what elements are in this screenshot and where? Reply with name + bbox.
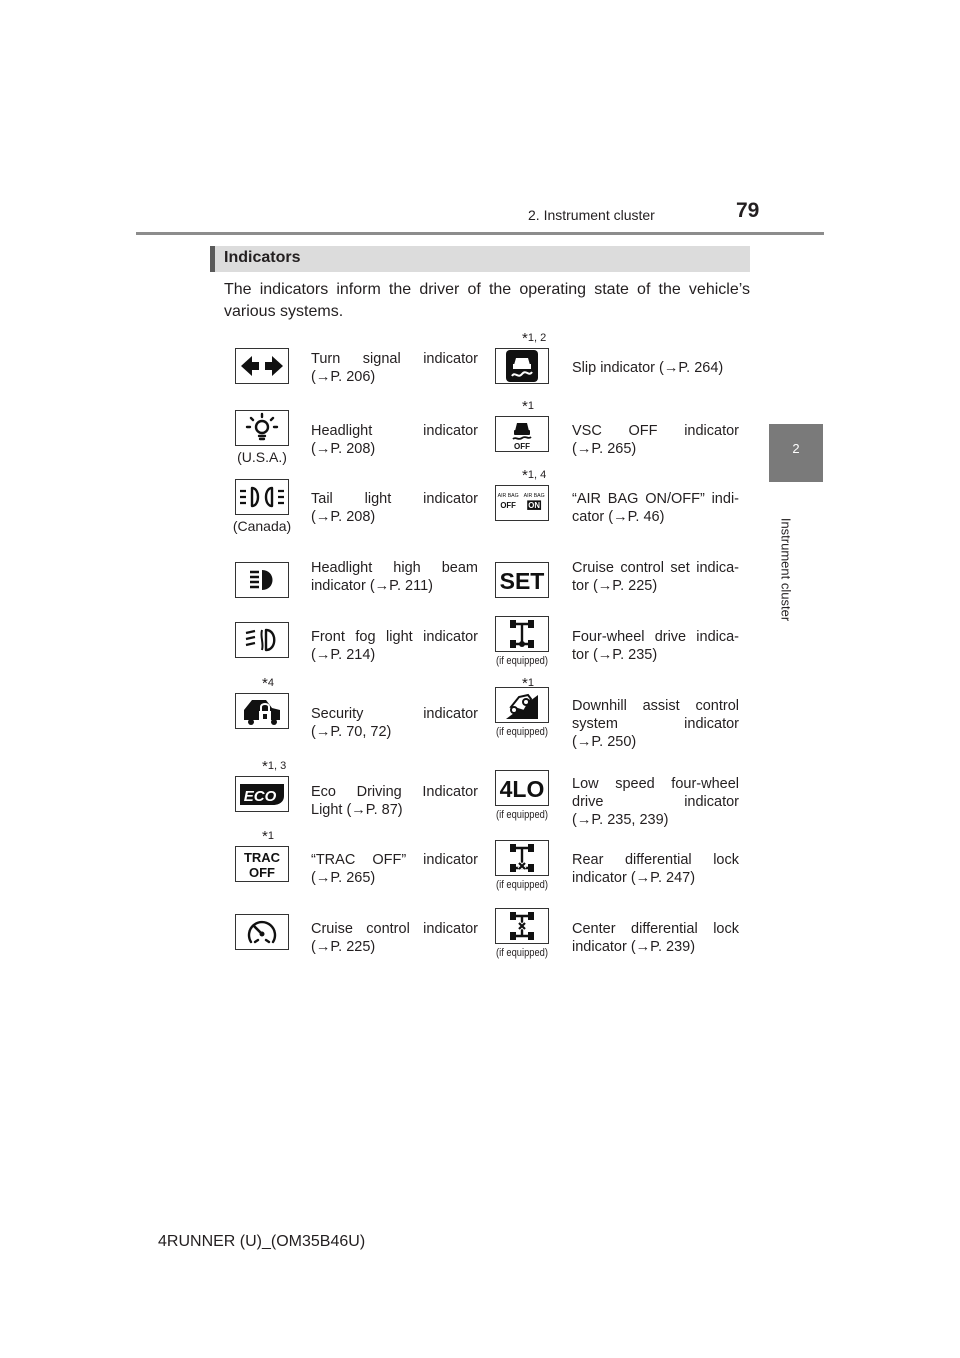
footnote-numbers: 1, 3 — [267, 760, 287, 772]
description-line: Low speed four-wheel — [572, 776, 739, 792]
footnote-reference — [522, 675, 534, 692]
section-heading: Indicators — [224, 249, 301, 266]
tail-light-icon — [238, 483, 286, 511]
rear-diff-lock-indicator-box — [495, 840, 549, 876]
description-line: (→P. 250) — [572, 734, 637, 750]
description-line: Tail light indicator — [311, 491, 478, 507]
cruise-control-indicator-box — [235, 914, 289, 950]
description-line: “TRAC OFF” indicator — [311, 852, 478, 868]
side-chapter-number: 2 — [792, 441, 800, 456]
four-lo-icon — [496, 773, 548, 803]
cruise-set-indicator-box — [495, 562, 549, 598]
icon-note: (U.S.A.) — [237, 449, 287, 465]
rear-diff-lock-icon — [504, 841, 540, 875]
footnote-numbers: 1 — [527, 677, 534, 689]
side-chapter-label: Instrument cluster — [778, 517, 794, 622]
cruise-set-icon — [497, 565, 547, 595]
description-line: system indicator — [572, 716, 739, 732]
description-line: (→P. 208) — [311, 441, 376, 457]
trac-label: TRAC — [243, 850, 281, 865]
four-lo-indicator-box — [495, 770, 549, 806]
center-diff-lock-indicator-box — [495, 908, 549, 944]
indicator-description — [572, 359, 739, 377]
headlight-sun-indicator-box — [235, 410, 289, 446]
indicator-description — [572, 851, 739, 887]
indicator-description — [572, 920, 739, 956]
footnote-reference — [522, 398, 534, 415]
description-line: (→P. 225) — [311, 939, 376, 955]
description-line: Turn signal indicator — [311, 351, 478, 367]
footnote-reference — [522, 330, 546, 347]
security-lock-car-icon — [240, 696, 284, 726]
description-line: tor (→P. 225) — [572, 578, 658, 594]
header-page-number: 79 — [736, 199, 760, 222]
high-beam-indicator-box — [235, 562, 289, 598]
vsc-off-label: OFF — [514, 442, 530, 451]
airbag-on-label: ON — [528, 501, 540, 511]
description-line: Downhill assist control — [572, 698, 739, 714]
four-wheel-drive-icon — [504, 617, 540, 651]
icon-note: (if equipped) — [496, 947, 548, 959]
high-beam-icon — [242, 567, 282, 593]
description-line: Front fog light indicator — [311, 629, 478, 645]
description-line: indicator (→P. 211) — [311, 578, 433, 594]
description-line: Eco Driving Indicator — [311, 784, 478, 800]
description-line: (→P. 265) — [572, 441, 637, 457]
description-line: (→P. 214) — [311, 647, 376, 663]
description-line: Center differential lock — [572, 921, 739, 937]
downhill-assist-indicator-box — [495, 687, 549, 723]
description-line: Cruise control set indica- — [572, 560, 739, 576]
security-lock-car-indicator-box — [235, 693, 289, 729]
vsc-off-car-indicator-box — [495, 416, 549, 452]
center-diff-lock-icon — [504, 909, 540, 943]
footnote-numbers: 1, 2 — [527, 332, 547, 344]
footnote-numbers: 1 — [267, 830, 274, 842]
airbag-on-off-icon — [496, 487, 548, 519]
indicator-description — [311, 628, 478, 664]
downhill-assist-icon — [502, 689, 542, 721]
indicator-description — [311, 920, 478, 956]
indicator-description — [572, 775, 739, 829]
description-line: Light (→P. 87) — [311, 802, 403, 818]
description-line: cator (→P. 46) — [572, 509, 665, 525]
description-line: VSC OFF indicator — [572, 423, 739, 439]
turn-signal-arrows-indicator-box — [235, 348, 289, 384]
description-line: indicator (→P. 247) — [572, 870, 696, 886]
footnote-reference — [262, 675, 274, 692]
indicator-description — [572, 559, 739, 595]
description-line: Headlight high beam — [311, 560, 478, 576]
indicator-description — [572, 422, 739, 458]
description-line: (→P. 206) — [311, 369, 376, 385]
indicator-description — [311, 783, 478, 819]
slip-car-icon — [505, 349, 539, 383]
description-line: indicator (→P. 239) — [572, 939, 696, 955]
description-line: (→P. 265) — [311, 870, 376, 886]
icon-note: (if equipped) — [496, 809, 548, 821]
footnote-reference — [522, 467, 546, 484]
indicator-description — [311, 422, 478, 458]
four-lo-label: 4LO — [499, 776, 545, 802]
airbag-off-label: OFF — [500, 501, 516, 511]
cruise-set-label: SET — [499, 568, 545, 594]
tail-light-indicator-box — [235, 479, 289, 515]
indicator-description — [311, 559, 478, 595]
side-chapter-tab — [769, 424, 823, 482]
turn-signal-arrows-icon — [239, 353, 285, 379]
trac-off-indicator-box — [235, 846, 289, 882]
indicator-description — [311, 851, 478, 887]
section-heading-bar — [210, 246, 750, 272]
description-line: Cruise control indicator — [311, 921, 478, 937]
slip-car-indicator-box — [495, 348, 549, 384]
description-line: Headlight indicator — [311, 423, 478, 439]
description-line: tor (→P. 235) — [572, 647, 658, 663]
indicator-description — [311, 350, 478, 386]
airbag-label-left: AIR BAG — [497, 492, 519, 499]
asterisk-mark: * — [522, 330, 528, 347]
description-line: (→P. 208) — [311, 509, 376, 525]
airbag-on-off-indicator-box — [495, 485, 549, 521]
front-fog-indicator-box — [235, 622, 289, 658]
footnote-reference — [262, 758, 286, 775]
asterisk-mark: * — [522, 398, 528, 415]
section-heading-accent — [210, 246, 215, 272]
four-wheel-drive-indicator-box — [495, 616, 549, 652]
icon-note: (Canada) — [232, 518, 292, 534]
description-line: “AIR BAG ON/OFF” indi- — [572, 491, 739, 507]
icon-note: (if equipped) — [496, 726, 548, 738]
description-line: (→P. 70, 72) — [311, 724, 392, 740]
eco-driving-icon — [237, 781, 287, 807]
intro-paragraph: The indicators inform the driver of the operating state of the vehicle’s various systems. — [224, 281, 750, 320]
footnote-reference — [262, 828, 274, 845]
header-rule — [136, 232, 824, 235]
vsc-off-car-icon — [505, 417, 539, 451]
description-line: Rear differential lock — [572, 852, 739, 868]
indicator-description — [311, 705, 478, 741]
airbag-label-right: AIR BAG — [523, 492, 545, 499]
indicator-description — [572, 628, 739, 664]
footer-model-code: 4RUNNER (U)_(OM35B46U) — [158, 1233, 366, 1250]
header-section-title: 2. Instrument cluster — [528, 207, 655, 223]
footnote-numbers: 1, 4 — [527, 469, 547, 481]
indicator-description — [572, 490, 739, 526]
asterisk-mark: * — [262, 828, 268, 845]
description-line: Four-wheel drive indica- — [572, 629, 739, 645]
asterisk-mark: * — [522, 467, 528, 484]
indicator-description — [311, 490, 478, 526]
cruise-control-icon — [242, 915, 282, 949]
asterisk-mark: * — [262, 675, 268, 692]
indicator-description — [572, 697, 739, 751]
icon-note: (if equipped) — [496, 655, 548, 667]
footnote-numbers: 4 — [267, 677, 274, 689]
eco-label: ECO — [243, 788, 277, 805]
trac-off-label: OFF — [249, 865, 275, 880]
front-fog-icon — [240, 626, 284, 654]
eco-driving-indicator-box — [235, 776, 289, 812]
description-line: drive indicator — [572, 794, 739, 810]
footnote-numbers: 1 — [527, 400, 534, 412]
headlight-sun-icon — [242, 412, 282, 444]
description-line: (→P. 235, 239) — [572, 812, 669, 828]
description-line: Security indicator — [311, 706, 478, 722]
icon-note: (if equipped) — [496, 879, 548, 891]
asterisk-mark: * — [522, 675, 528, 692]
asterisk-mark: * — [262, 758, 268, 775]
trac-off-icon — [236, 848, 288, 880]
description-line: Slip indicator (→P. 264) — [572, 360, 724, 376]
